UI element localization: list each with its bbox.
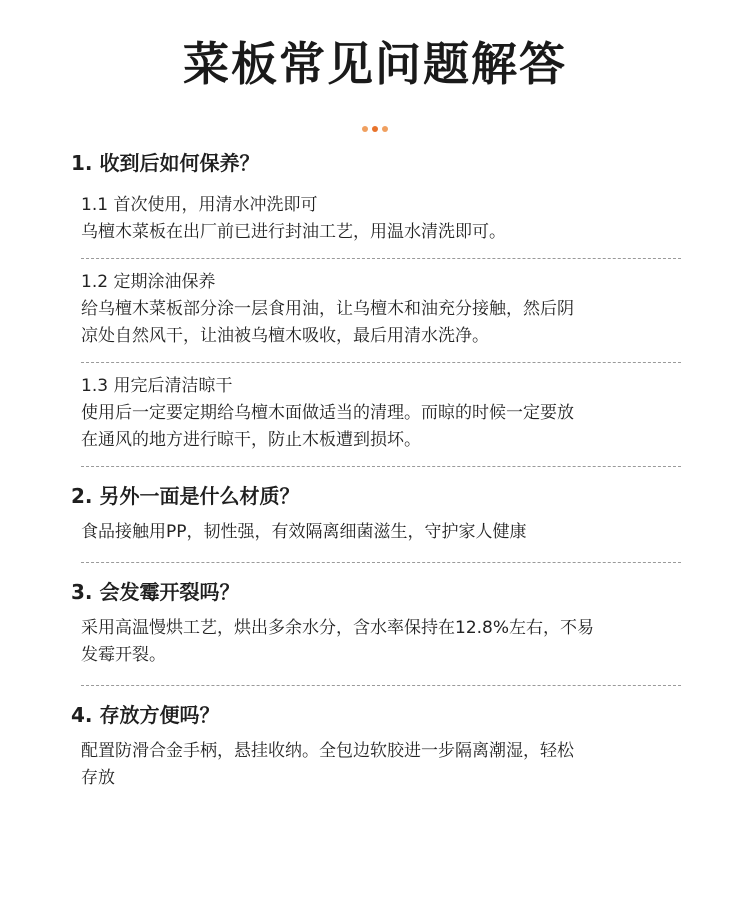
faq-answer-line: 使用后一定要定期给乌檀木面做适当的清理。而晾的时候一定要放	[81, 403, 574, 423]
faq-answer-line: 食品接触用PP，韧性强，有效隔离细菌滋生，守护家人健康	[81, 522, 527, 542]
dot-icon	[382, 126, 388, 132]
faq-list	[71, 148, 681, 792]
faq-answer-line: 存放	[81, 768, 115, 788]
faq-question: 2. 另外一面是什么材质？	[71, 484, 300, 508]
faq-subitem-heading: 1.3 用完后清洁晾干	[81, 376, 233, 396]
faq-subitem	[71, 269, 681, 350]
dashed-divider	[81, 466, 681, 467]
faq-answer-line: 乌檀木菜板在出厂前已进行封油工艺，用温水清洗即可。	[81, 222, 506, 242]
faq-question: 3. 会发霉开裂吗？	[71, 580, 240, 604]
faq-subitem	[71, 192, 681, 246]
dashed-divider	[81, 362, 681, 363]
faq-subitem-heading: 1.1 首次使用，用清水冲洗即可	[81, 195, 318, 215]
faq-answer-line: 采用高温慢烘工艺，烘出多余水分，含水率保持在12.8%左右，不易	[81, 618, 595, 638]
decorative-dots	[0, 126, 750, 132]
faq-item-mold	[71, 577, 681, 686]
faq-answer-line: 凉处自然风干，让油被乌檀木吸收，最后用清水洗净。	[81, 326, 489, 346]
page-title: 菜板常见问题解答	[183, 37, 567, 91]
faq-item-material	[71, 481, 681, 563]
faq-answer-line: 配置防滑合金手柄，悬挂收纳。全包边软胶进一步隔离潮湿，轻松	[81, 741, 574, 761]
dot-icon	[362, 126, 368, 132]
dashed-divider	[81, 562, 681, 563]
dashed-divider	[81, 685, 681, 686]
faq-answer-line: 在通风的地方进行晾干，防止木板遭到损坏。	[81, 430, 421, 450]
faq-item-storage	[71, 700, 681, 792]
dashed-divider	[81, 258, 681, 259]
faq-answer-line: 发霉开裂。	[81, 645, 166, 665]
faq-item-care	[71, 148, 681, 467]
dot-icon	[372, 126, 378, 132]
faq-subitem-heading: 1.2 定期涂油保养	[81, 272, 216, 292]
faq-question: 1. 收到后如何保养？	[71, 151, 260, 175]
faq-question: 4. 存放方便吗？	[71, 703, 220, 727]
faq-subitem	[71, 373, 681, 454]
faq-answer-line: 给乌檀木菜板部分涂一层食用油，让乌檀木和油充分接触，然后阴	[81, 299, 574, 319]
